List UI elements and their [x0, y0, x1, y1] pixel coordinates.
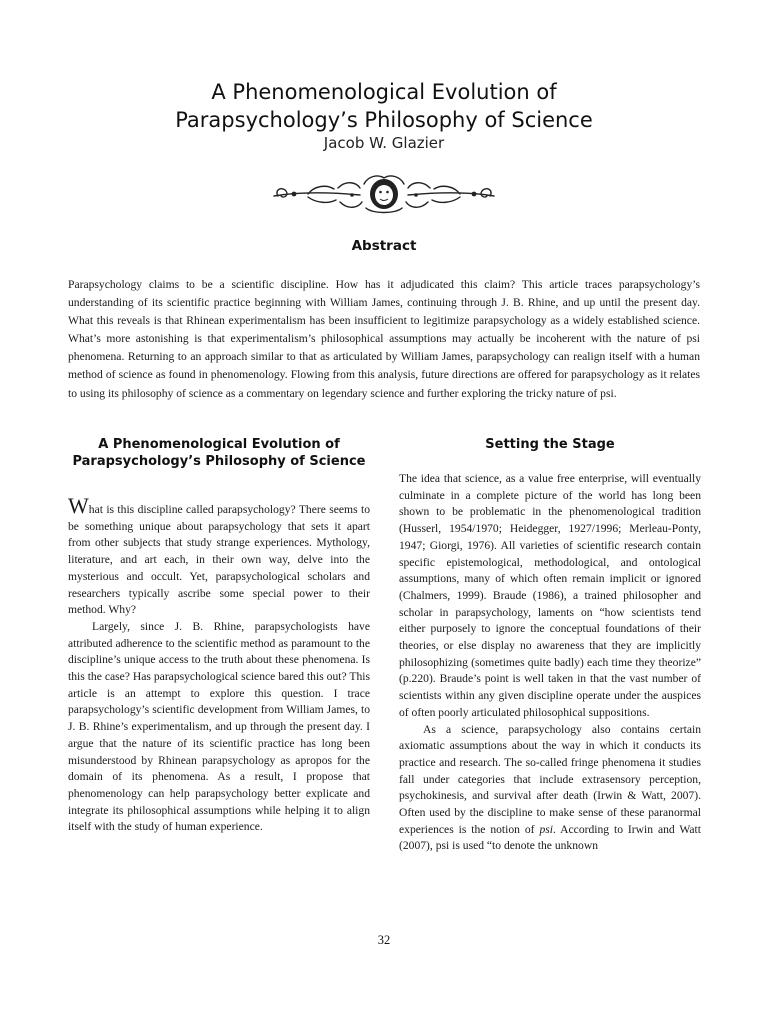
- psi-italic-term: psi: [539, 822, 553, 836]
- left-heading-line-2: Parapsychology’s Philosophy of Science: [72, 454, 366, 469]
- author-name: Jacob W. Glazier: [323, 134, 445, 152]
- right-paragraph-2-text-b: . According to Irwin and Watt (2007), psi is used “to denote the unknown: [399, 822, 701, 853]
- right-paragraph-2-text-a: As a science, parapsychology also contains certain axiomatic assumptions about the way in which it conducts its practice and research. The so-called fringe phenomena it studies fall under categories that include extrasensory perception, psychokinesis, and survival after death (Irwin & Watt, 2007). Often used by the discipline to make sense of these paranormal experiences is the notion of: [399, 722, 701, 836]
- page-number: 32: [377, 933, 391, 947]
- abstract-text: Parapsychology claims to be a scientific discipline. How has it adjudicated this claim? This article traces parapsychology’s understanding of its scientific practice beginning with William James, continuing through J. B. Rhine, and up until the present day. What this reveals is that Rhinean experimentalism has been insufficient to legitimize parapsychology as a widely established science. What’s more astonishing is that experimentalism’s philosophical assumptions may actually be incoherent with the nature of psi phenomena. Returning to an approach similar to that as articulated by William James, parapsychology can realign itself with a human method of science as found in phenomenology. Flowing from this analysis, future directions are offered for parapsychology as it relates to using its philosophy of science as a commentary on legendary science and further exploring the tricky nature of psi.: [68, 278, 700, 400]
- left-heading-line-1: A Phenomenological Evolution of: [98, 437, 340, 452]
- paper-title-line-2: Parapsychology’s Philosophy of Science: [175, 108, 593, 132]
- left-paragraph-1-text: hat is this discipline called parapsychology? There seems to be something unique about parapsychology that sets it apart from other subjects that study strange experiences. Mythology, literature, and art each, in their own way, delve into the mysterious and occult. Yet, parapsychological scholars and researchers typically ascribe some special power to their method. Why?: [68, 503, 370, 617]
- right-column: [399, 436, 701, 855]
- paper-title: [0, 78, 768, 134]
- dropcap-letter: W: [68, 493, 89, 518]
- decorative-scroll-ornament-icon: [268, 170, 500, 218]
- left-paragraph-1: [68, 493, 370, 619]
- left-paragraph-2: Largely, since J. B. Rhine, parapsychologists have attributed adherence to the scientific method as paramount to the discipline’s unique access to the truth about these phenomena. Is this the case? Has parapsychological science bared this out? This article is an attempt to explore this question. I trace parapsychology’s scientific development from William James, to J. B. Rhine’s experimentalism, and up through the present day. I argue that the nature of its scientific practice has long been misunderstood by Rhinean parapsychology as apropos for the domain of its phenomena. As a result, I propose that phenomenology can help parapsychology better explicate and integrate its philosophical assumptions while helping it to align itself with the study of human experience.: [68, 619, 370, 834]
- left-section-heading: [68, 436, 370, 470]
- abstract-heading: Abstract: [351, 238, 417, 254]
- left-column: [68, 436, 370, 836]
- paper-title-line-1: A Phenomenological Evolution of: [211, 80, 557, 104]
- right-section-heading: Setting the Stage: [485, 437, 615, 452]
- right-paragraph-1: The idea that science, as a value free enterprise, will eventually culminate in a complete picture of the world has long been shown to be problematic in the phenomenological tradition (Husserl, 1954/1970; Heidegger, 1927/1996; Merleau-Ponty, 1947; Giorgi, 1976). All varieties of scientific research contain specific epistemological, methodological, and ontological assumptions, many of which often remain implicit or ignored (Chalmers, 1999). Braude (1986), a trained philosopher and scholar in parapsychology, laments on “how scientists tend either purposely to ignore the conceptual foundations of their theories, or else display no awareness that they are implicitly philosophizing (sometimes quite badly) each time they theorize” (p.220). Braude’s point is well taken in that the vast number of scientists within any given discipline operate under the auspices of often poorly articulated philosophical suppositions.: [399, 472, 701, 719]
- right-paragraph-2: [399, 722, 701, 856]
